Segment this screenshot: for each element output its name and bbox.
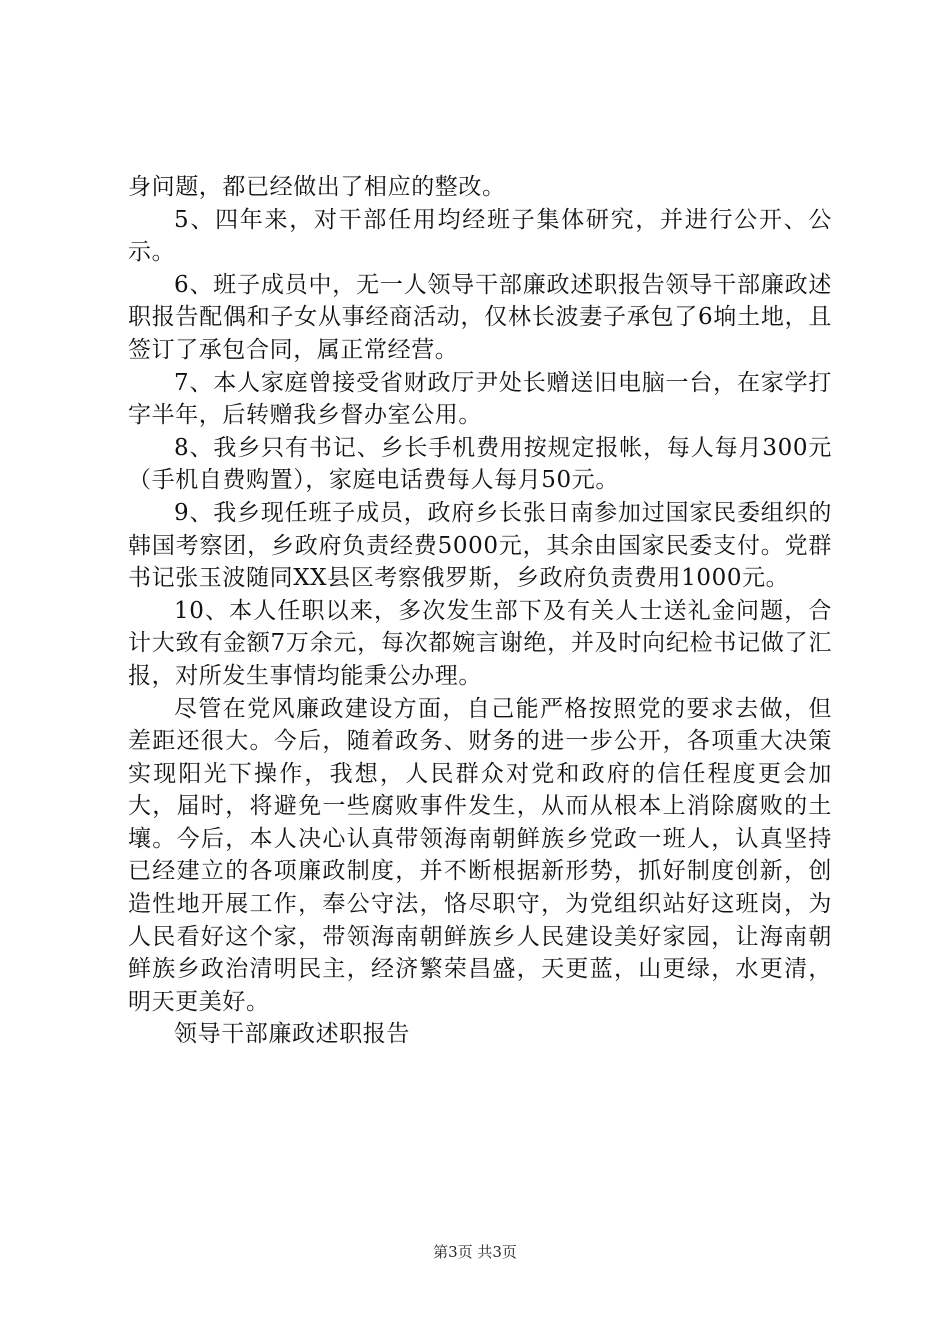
page-footer — [0, 1242, 950, 1262]
paragraph-item-5: 5、四年来，对干部任用均经班子集体研究，并进行公开、公示。 — [128, 206, 832, 266]
paragraph-conclusion: 尽管在党风廉政建设方面，自己能严格按照党的要求去做，但差距还很大。今后，随着政务、财务的进一步公开，各项重大决策实现阳光下操作，我想，人民群众对党和政府的信任程度更会加大，届时，将避免一些腐败事件发生，从而从根本上消除腐败的土壤。今后，本人决心认真带领海南朝鲜族乡党政一班人，认真坚持已经建立的各项廉政制度，并不断根据新形势，抓好制度创新，创造性地开展工作，奉公守法，恪尽职守，为党组织站好这班岗，为人民看好这个家，带领海南朝鲜族乡人民建设美好家园，让海南朝鲜族乡政治清明民主，经济繁荣昌盛，天更蓝，山更绿，水更清，明天更美好。 — [128, 695, 832, 1015]
paragraph-continuation: 身问题，都已经做出了相应的整改。 — [128, 174, 506, 200]
paragraph-item-10: 10、本人任职以来，多次发生部下及有关人士送礼金问题，合计大致有金额7万余元，每次都婉言谢绝，并及时向纪检书记做了汇报，对所发生事情均能秉公办理。 — [128, 597, 832, 689]
page-number-label: 第3页 共3页 — [433, 1243, 517, 1261]
paragraph-item-7: 7、本人家庭曾接受省财政厅尹处长赠送旧电脑一台，在家学打字半年，后转赠我乡督办室公用。 — [128, 369, 832, 429]
paragraph-item-8: 8、我乡只有书记、乡长手机费用按规定报帐，每人每月300元（手机自费购置），家庭电话费每人每月50元。 — [128, 434, 832, 494]
document-ending-title: 领导干部廉政述职报告 — [174, 1021, 410, 1048]
paragraph-item-9: 9、我乡现任班子成员，政府乡长张日南参加过国家民委组织的韩国考察团，乡政府负责经费5000元，其余由国家民委支付。党群书记张玉波随同XX县区考察俄罗斯，乡政府负责费用1000元。 — [128, 499, 832, 592]
document-body — [128, 171, 832, 1051]
paragraph-item-6: 6、班子成员中，无一人领导干部廉政述职报告领导干部廉政述职报告配偶和子女从事经商活动，仅林长波妻子承包了6垧土地，且签订了承包合同，属正常经营。 — [128, 271, 832, 363]
